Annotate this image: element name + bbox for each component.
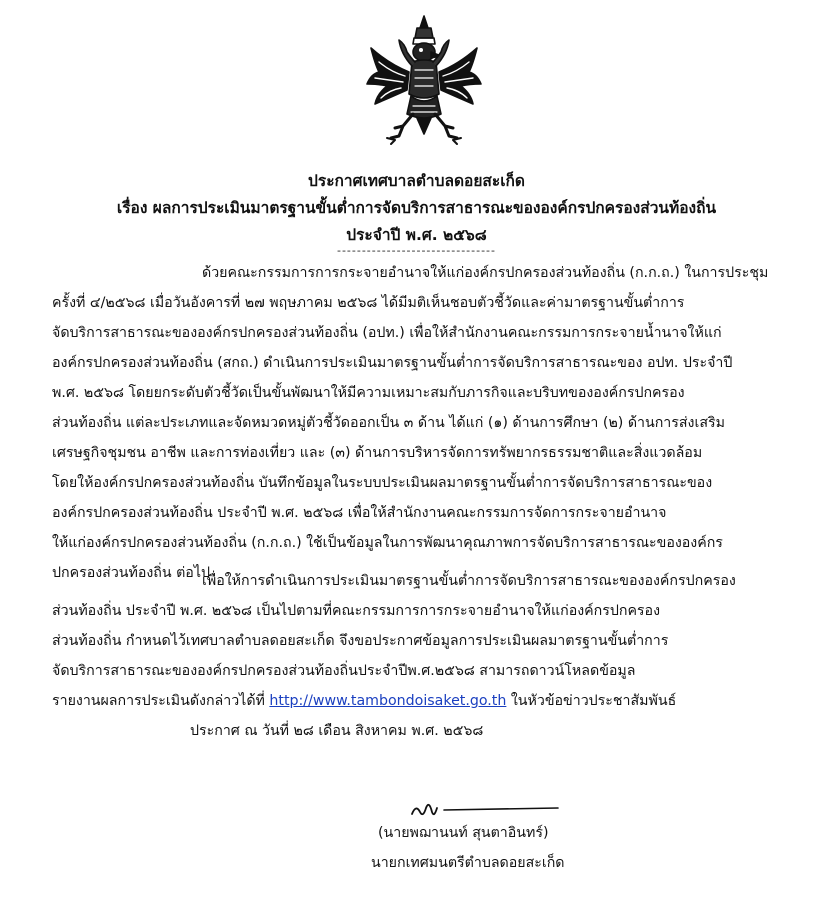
link-prefix-text: รายงานผลการประเมินดังกล่าวได้ที่ — [52, 693, 270, 709]
paragraph-line: ครั้งที่ ๔/๒๕๖๘ เมื่อวันอังคารที่ ๒๗ พฤษภาคม ๒๕๖๘ ได้มีมติเห็นชอบตัวชี้วัดและค่ามาตรฐานขั้นต่ำการ — [52, 295, 685, 311]
paragraph-1 — [52, 258, 792, 588]
website-link[interactable]: http://www.tambondoisaket.go.th — [269, 693, 507, 709]
year-heading: ประจำปี พ.ศ. ๒๕๖๘ — [346, 226, 487, 244]
paragraph-line: ปกครองส่วนท้องถิ่น ต่อไป — [52, 565, 210, 581]
signer-name: (นายพฌานนท์ สุนตาอินทร์) — [378, 825, 549, 841]
paragraph-line-with-link — [52, 686, 792, 716]
signer-position: นายกเทศมนตรีตำบลดอยสะเก็ด — [371, 855, 565, 871]
paragraph-line: ส่วนท้องถิ่น แต่ละประเภทและจัดหมวดหมู่ตัวชี้วัดออกเป็น ๓ ด้าน ได้แก่ (๑) ด้านการศึกษา (๒) ด้านการส่งเสริม — [52, 415, 725, 431]
paragraph-line: จัดบริการสาธารณะขององค์กรปกครองส่วนท้องถิ่น (อปท.) เพื่อให้สำนักงานคณะกรรมการกระจายน้ำนาจให้แก่ — [52, 325, 722, 341]
paragraph-line: องค์กรปกครองส่วนท้องถิ่น (สกถ.) ดำเนินการประเมินมาตรฐานขั้นต่ำการจัดบริการสาธารณะของ อปท. ประจำปี — [52, 355, 733, 371]
heading-separator: -------------------------------- — [336, 244, 496, 257]
paragraph-line: พ.ศ. ๒๕๖๘ โดยยกระดับตัวชี้วัดเป็นขั้นพัฒนาให้มีความเหมาะสมกับภารกิจและบริบทขององค์กรปกครอง — [52, 385, 685, 401]
announcement-date: ประกาศ ณ วันที่ ๒๘ เดือน สิงหาคม พ.ศ. ๒๕๖๘ — [190, 723, 484, 739]
garuda-emblem — [365, 14, 483, 146]
paragraph-line: ส่วนท้องถิ่น กำหนดไว้เทศบาลตำบลดอยสะเก็ด จึงขอประกาศข้อมูลการประเมินผลมาตรฐานขั้นต่ำการ — [52, 633, 669, 649]
link-suffix-text: ในหัวข้อข่าวประชาสัมพันธ์ — [506, 693, 677, 709]
paragraph-line: ส่วนท้องถิ่น ประจำปี พ.ศ. ๒๕๖๘ เป็นไปตามที่คณะกรรมการการกระจายอำนาจให้แก่องค์กรปกครอง — [52, 603, 660, 619]
paragraph-line: จัดบริการสาธารณะขององค์กรปกครองส่วนท้องถิ่นประจำปีพ.ศ.๒๕๖๘ สามารถดาวน์โหลดข้อมูล — [52, 663, 636, 679]
paragraph-line: โดยให้องค์กรปกครองส่วนท้องถิ่น บันทึกข้อมูลในระบบประเมินผลมาตรฐานขั้นต่ำการจัดบริการสาธารณะของ — [52, 475, 713, 491]
paragraph-line: ด้วยคณะกรรมการการกระจายอำนาจให้แก่องค์กรปกครองส่วนท้องถิ่น (ก.ก.ถ.) ในการประชุม — [202, 265, 769, 281]
paragraph-line: เศรษฐกิจชุมชน อาชีพ และการท่องเที่ยว และ (๓) ด้านการบริหารจัดการทรัพยากรธรรมชาติและสิ่งแวดล้อม — [52, 445, 703, 461]
paragraph-line: องค์กรปกครองส่วนท้องถิ่น ประจำปี พ.ศ. ๒๕๖๘ เพื่อให้สำนักงานคณะกรรมการจัดการกระจายอำนาจ — [52, 505, 667, 521]
paragraph-line: เพื่อให้การดำเนินการประเมินมาตรฐานขั้นต่ำการจัดบริการสาธารณะขององค์กรปกครอง — [202, 573, 736, 589]
subject-heading: เรื่อง ผลการประเมินมาตรฐานขั้นต่ำการจัดบริการสาธารณะขององค์กรปกครองส่วนท้องถิ่น — [116, 199, 717, 217]
paragraph-line: ให้แก่องค์กรปกครองส่วนท้องถิ่น (ก.ก.ถ.) ใช้เป็นข้อมูลในการพัฒนาคุณภาพการจัดบริการสาธารณะขององค์กร — [52, 535, 723, 551]
issuer-heading: ประกาศเทศบาลตำบลดอยสะเก็ด — [308, 172, 525, 190]
paragraph-2 — [52, 566, 792, 716]
